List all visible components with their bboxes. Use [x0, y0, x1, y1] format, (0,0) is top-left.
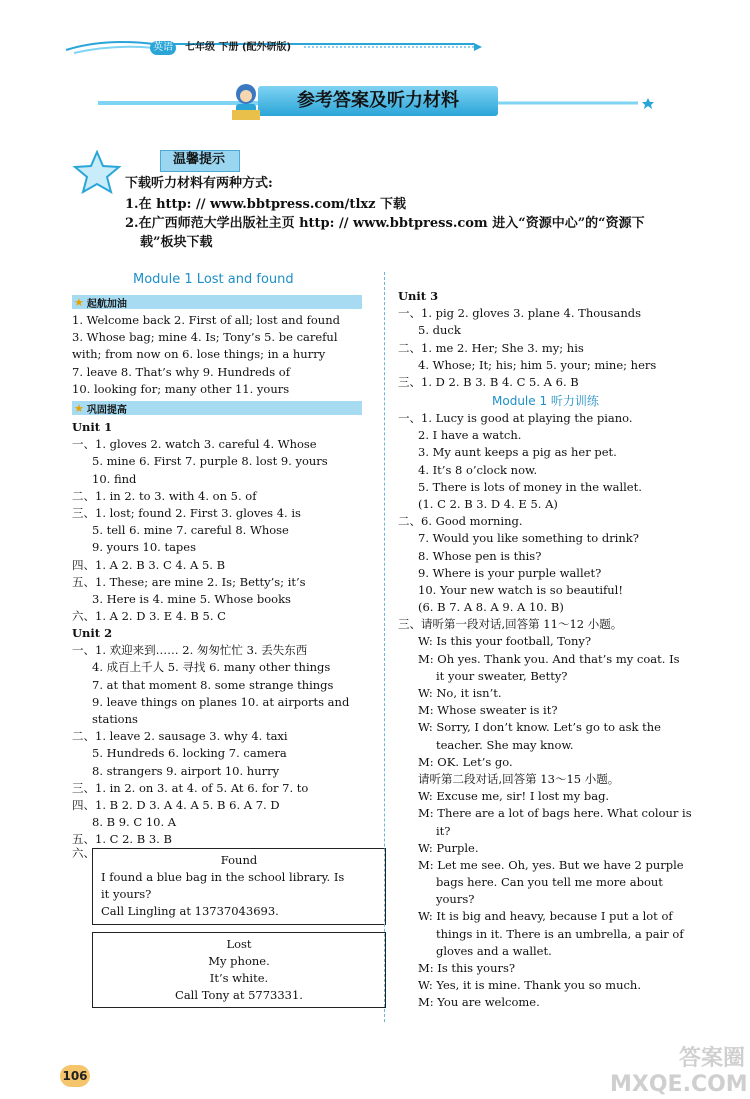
lost-notice-line: It’s white. — [209, 971, 269, 985]
answer-line: 5. tell 6. mine 7. careful 8. Whose — [92, 523, 289, 538]
tip-line-4: 载”板块下载 — [140, 235, 213, 250]
dialogue-line: M: Whose sweater is it? — [418, 703, 558, 718]
answer-line: 五、1. These; are mine 2. Is; Betty’s; it’s — [72, 574, 306, 589]
listening-title: Module 1 听力训练 — [492, 394, 599, 408]
answer-line: 5. Hundreds 6. locking 7. camera — [92, 746, 287, 761]
answer-line: 4. Whose; It; his; him 5. your; mine; hers — [418, 357, 657, 372]
listening-material — [398, 410, 718, 1012]
star-bullet-icon: ★ — [74, 401, 84, 415]
dialogue-line: W: Yes, it is mine. Thank you so much. — [418, 978, 641, 993]
dialogue-line: things in it. There is an umbrella, a pair of — [436, 926, 684, 941]
listening-line: 7. Would you like something to drink? — [418, 531, 639, 546]
listening-line: 8. Whose pen is this? — [418, 548, 542, 563]
listening-line: 三、请听第一段对话,回答第 11～12 小题。 — [398, 617, 623, 632]
tips-label: 温馨提示 — [172, 152, 225, 167]
listening-line: 5. There is lots of money in the wallet. — [418, 479, 642, 494]
dialogue-line: M: Oh yes. Thank you. And that’s my coat. Is — [418, 651, 680, 666]
unit-heading: Unit 2 — [72, 626, 113, 640]
listening-line: 3. My aunt keeps a pig as her pet. — [418, 445, 617, 460]
header-text: 七年级 下册 (配外研版) — [185, 42, 292, 53]
dialogue-line: M: OK. Let’s go. — [418, 754, 513, 769]
tip-line-1: 下载听力材料有两种方式: — [125, 176, 273, 191]
answer-line: with; from now on 6. lose things; in a hurry — [72, 347, 326, 362]
listening-line: 二、6. Good morning. — [398, 514, 523, 529]
listening-line: 一、1. Lucy is good at playing the piano. — [398, 411, 633, 425]
unit-heading: Unit 1 — [72, 420, 113, 434]
answer-line: 3. Whose bag; mine 4. Is; Tony’s 5. be careful — [72, 330, 338, 345]
module-title: Module 1 Lost and found — [133, 272, 294, 287]
found-notice-box — [92, 848, 386, 925]
answer-line: 10. find — [92, 471, 137, 486]
banner-title: 参考答案及听力材料 — [297, 90, 459, 111]
dialogue-line: M: There are a lot of bags here. What colour is — [418, 806, 692, 821]
answer-line: 7. at that moment 8. some strange things — [92, 677, 334, 692]
dialogue-line: gloves and a wallet. — [436, 943, 552, 958]
dialogue-line: W: No, it isn’t. — [418, 686, 502, 700]
answer-line: 一、1. gloves 2. watch 3. careful 4. Whose — [72, 437, 317, 452]
answer-line: 一、1. 欢迎来到…… 2. 匆匆忙忙 3. 丢失东西 — [72, 643, 308, 658]
answer-line: 8. B 9. C 10. A — [92, 815, 177, 830]
section-1-answers — [72, 312, 372, 398]
answer-line: 二、1. leave 2. sausage 3. why 4. taxi — [72, 729, 288, 744]
answer-line: 四、1. A 2. B 3. C 4. A 5. B — [72, 557, 226, 572]
answer-line: 3. Here is 4. mine 5. Whose books — [92, 591, 291, 606]
unit-1-answers — [72, 419, 372, 625]
answer-line: 9. yours 10. tapes — [92, 540, 196, 555]
listening-line: 10. Your new watch is so beautiful! — [418, 582, 623, 597]
star-bullet-icon: ★ — [74, 295, 84, 309]
unit-2-answers — [72, 625, 377, 848]
dialogue-line: M: Is this yours? — [418, 961, 516, 975]
subject-pill: 英语 — [150, 41, 176, 55]
answer-line: 7. leave 8. That’s why 9. Hundreds of — [72, 364, 290, 379]
page-number: 106 — [60, 1065, 90, 1087]
section-header-label: 起航加油 — [86, 298, 127, 310]
dialogue-line: it your sweater, Betty? — [436, 668, 568, 683]
answer-line: 三、1. lost; found 2. First 3. gloves 4. is — [72, 505, 301, 520]
answer-line: 5. duck — [418, 323, 461, 338]
unit-3-answers — [398, 288, 708, 391]
column-divider — [384, 272, 385, 1022]
dialogue-line: W: It is big and heavy, because I put a lot of — [418, 909, 673, 924]
unit-heading: Unit 3 — [398, 289, 439, 303]
dialogue-line: yours? — [436, 892, 475, 907]
answer-line: 三、1. in 2. on 3. at 4. of 5. At 6. for 7. to — [72, 780, 309, 795]
answer-line: 10. looking for; many other 11. yours — [72, 381, 290, 396]
dialogue-line: W: Purple. — [418, 840, 479, 855]
dialogue-line: W: Sorry, I don’t know. Let’s go to ask the — [418, 720, 661, 735]
answer-line: 二、1. me 2. Her; She 3. my; his — [398, 340, 584, 355]
question-six-label: 六、 — [72, 846, 95, 860]
answer-line: 9. leave things on planes 10. at airports and — [92, 694, 350, 709]
star-icon — [72, 150, 122, 194]
answer-line: 四、1. B 2. D 3. A 4. A 5. B 6. A 7. D — [72, 797, 280, 812]
dialogue-line: M: You are welcome. — [418, 995, 540, 1010]
listening-line: (6. B 7. A 8. A 9. A 10. B) — [418, 600, 564, 615]
answer-line: 一、1. pig 2. gloves 3. plane 4. Thousands — [398, 306, 641, 321]
answer-line: 三、1. D 2. B 3. B 4. C 5. A 6. B — [398, 374, 579, 389]
dialogue-line: it? — [436, 823, 451, 838]
lost-notice-line: My phone. — [208, 954, 270, 968]
found-notice-line: I found a blue bag in the school library. Is — [101, 870, 345, 884]
listening-line: 请听第二段对话,回答第 13～15 小题。 — [418, 771, 620, 786]
found-notice-line: it yours? — [101, 887, 152, 902]
answer-line: 4. 成百上千人 5. 寻找 6. many other things — [92, 660, 331, 675]
listening-line: (1. C 2. B 3. D 4. E 5. A) — [418, 496, 558, 511]
answer-line: stations — [92, 711, 138, 726]
answer-line: 六、1. A 2. D 3. E 4. B 5. C — [72, 609, 226, 624]
answer-line: 5. mine 6. First 7. purple 8. lost 9. yours — [92, 454, 328, 469]
section-header-label: 巩固提高 — [86, 404, 127, 416]
answer-line: 二、1. in 2. to 3. with 4. on 5. of — [72, 488, 257, 503]
section-header-2 — [72, 401, 362, 415]
answer-line: 五、1. C 2. B 3. B — [72, 832, 172, 847]
lost-notice-line: Call Tony at 5773331. — [175, 988, 303, 1002]
lost-notice-line: Lost — [226, 937, 252, 951]
watermark: 答案圈 MXQE.COM — [610, 1046, 748, 1097]
listening-line: 2. I have a watch. — [418, 428, 522, 443]
lost-notice-box — [92, 932, 386, 1008]
dialogue-line: W: Is this your football, Tony? — [418, 634, 592, 649]
dialogue-line: W: Excuse me, sir! I lost my bag. — [418, 789, 610, 804]
tip-line-2: 1.在 http: // www.bbtpress.com/tlxz 下载 — [125, 197, 407, 212]
answer-line: 8. strangers 9. airport 10. hurry — [92, 763, 280, 778]
dialogue-line: teacher. She may know. — [436, 737, 574, 752]
answer-line: 1. Welcome back 2. First of all; lost and found — [72, 313, 340, 327]
dialogue-line: M: Let me see. Oh, yes. But we have 2 purple — [418, 857, 684, 872]
listening-line: 4. It’s 8 o’clock now. — [418, 462, 538, 477]
section-header-1 — [72, 295, 362, 309]
tip-line-3: 2.在广西师范大学出版社主页 http: // www.bbtpress.com 进入“资源中心”的“资源下 — [125, 216, 645, 231]
dialogue-line: bags here. Can you tell me more about — [436, 875, 663, 890]
found-notice-title: Found — [220, 853, 258, 867]
listening-line: 9. Where is your purple wallet? — [418, 565, 602, 580]
found-notice-line: Call Lingling at 13737043693. — [101, 904, 279, 919]
